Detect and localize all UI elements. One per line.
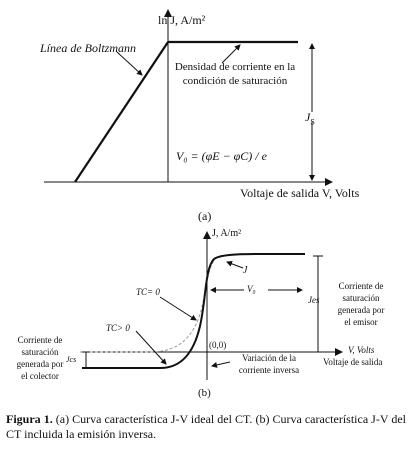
collector-sat-line-4: el colector <box>21 371 59 381</box>
panel-a-label: (a) <box>198 209 212 223</box>
boltzmann-pointer <box>117 52 142 75</box>
panel-a-boltzmann-line <box>75 42 168 182</box>
tcgt0-label: TC> 0 <box>106 323 130 333</box>
emitter-sat-line-3: generada por <box>337 305 385 315</box>
panel-a-y-axis-label: ln J, A/m² <box>158 13 206 27</box>
inverse-line-1: Variación de la <box>242 353 296 363</box>
caption-fig-label: Figura 1. <box>6 412 53 426</box>
density-label-line-2: condición de saturación <box>182 75 288 87</box>
panel-b-y-axis-label: J, A/m² <box>212 228 242 239</box>
figure-caption <box>6 412 406 442</box>
collector-sat-line-3: generada por <box>16 359 64 369</box>
inverse-line-2: corriente inversa <box>238 365 300 375</box>
jcs-label: Jcs <box>66 355 77 364</box>
tcgt0-pointer <box>136 331 166 364</box>
panel-b-label: (b) <box>198 387 211 399</box>
collector-sat-line-1: Corriente de <box>17 335 63 345</box>
panel-b-x-axis-sub: Voltaje de salida <box>323 357 383 367</box>
panel-b-jv-curve <box>82 254 305 368</box>
origin-label: (0,0) <box>209 340 227 350</box>
caption-text: (a) Curva característica J-V ideal del CT. (b) Curva característica J-V del CT incluida la emisión inversa. <box>6 412 406 441</box>
j-curve-label: J <box>243 265 248 276</box>
boltzmann-label: Línea de Boltzmann <box>40 41 136 55</box>
v0-label: V₀ <box>247 284 256 294</box>
density-label-line-1: Densidad de corriente en la <box>174 61 296 73</box>
emitter-sat-line-2: saturación <box>342 293 380 303</box>
v0-formula: V₀ = (φE − φC) / e <box>176 149 267 163</box>
js-label: $J_S$ <box>305 110 315 127</box>
panel-b-x-axis-label: V, Volts <box>348 345 375 355</box>
emitter-sat-line-1: Corriente de <box>338 281 384 291</box>
tc0-label: TC= 0 <box>136 287 160 297</box>
panel-b-ideal-curve <box>80 254 305 352</box>
js-subscript: S <box>310 117 315 127</box>
tc0-pointer <box>160 297 196 320</box>
collector-sat-line-2: saturación <box>21 347 59 357</box>
emitter-sat-line-4: el emisor <box>344 317 378 327</box>
jes-label: Jes <box>308 295 320 305</box>
j-curve-pointer <box>227 262 243 268</box>
panel-a-x-axis-label: Voltaje de salida V, Volts <box>240 186 360 200</box>
